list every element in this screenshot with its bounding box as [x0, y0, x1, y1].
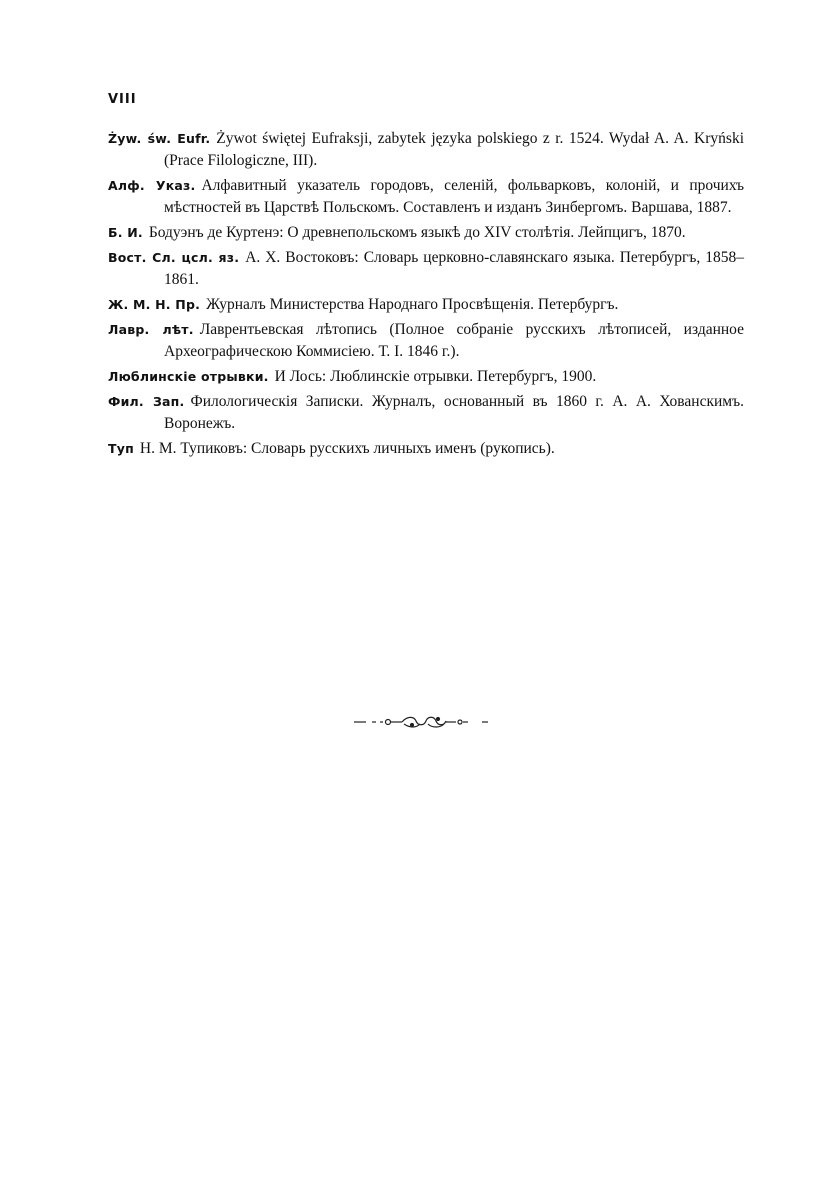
entry-text: А. Х. Востоковъ: Словарь церковно-славянскаго языка. Петербургъ, 1858–1861.	[164, 249, 744, 288]
entry-text: Журналъ Министерства Народнаго Просвѣщенія. Петербургъ.	[206, 296, 619, 313]
list-item	[108, 319, 744, 363]
entry-text: Н. М. Тупиковъ: Словарь русскихъ личныхъ именъ (рукопись).	[139, 440, 555, 457]
flourish-ornament-icon	[352, 712, 492, 732]
list-item	[108, 175, 744, 219]
entry-abbreviation: Туп	[108, 441, 134, 456]
entry-abbreviation: Лавр. лѣт.	[108, 322, 194, 337]
entry-text: И Лось: Люблинскіе отрывки. Петербургъ, 1900.	[274, 368, 597, 385]
entry-abbreviation: Żyw. św. Eufr.	[108, 131, 211, 146]
list-item	[108, 128, 744, 172]
list-item	[108, 366, 744, 388]
entry-text: Лаврентьевская лѣтопись (Полное собраніе русскихъ лѣтописей, изданное Археографическою Коммисіею. Т. I. 1846 г.).	[164, 321, 744, 360]
list-item	[108, 247, 744, 291]
list-item	[108, 294, 744, 316]
entry-abbreviation: Б. И.	[108, 225, 143, 240]
entry-abbreviation: Фил. Зап.	[108, 394, 185, 409]
entry-abbreviation: Вост. Сл. цсл. яз.	[108, 250, 240, 265]
entry-text: Бодуэнъ де Куртенэ: О древнепольскомъ языкѣ до XIV столѣтія. Лейпцигъ, 1870.	[148, 224, 686, 241]
abbreviations-list	[108, 128, 744, 463]
page-number: VIII	[108, 92, 137, 107]
entry-text: Żywot świętej Eufraksji, zabytek języka polskiego z r. 1524. Wydał A. A. Kryński (Prace Filologiczne, III).	[164, 130, 745, 169]
list-item	[108, 438, 744, 460]
entry-abbreviation: Люблинскіе отрывки.	[108, 369, 269, 384]
entry-text: Алфавитный указатель городовъ, селеній, фольварковъ, колоній, и прочихъ мѣстностей въ Царствѣ Польскомъ. Составленъ и изданъ Зинбергомъ. Варшава, 1887.	[164, 177, 744, 216]
entry-abbreviation: Ж. М. Н. Пр.	[108, 297, 201, 312]
entry-text: Филологическія Записки. Журналъ, основанный въ 1860 г. А. А. Хованскимъ. Воронежъ.	[164, 393, 745, 432]
list-item	[108, 222, 744, 244]
entry-abbreviation: Алф. Указ.	[108, 178, 196, 193]
list-item	[108, 391, 744, 435]
